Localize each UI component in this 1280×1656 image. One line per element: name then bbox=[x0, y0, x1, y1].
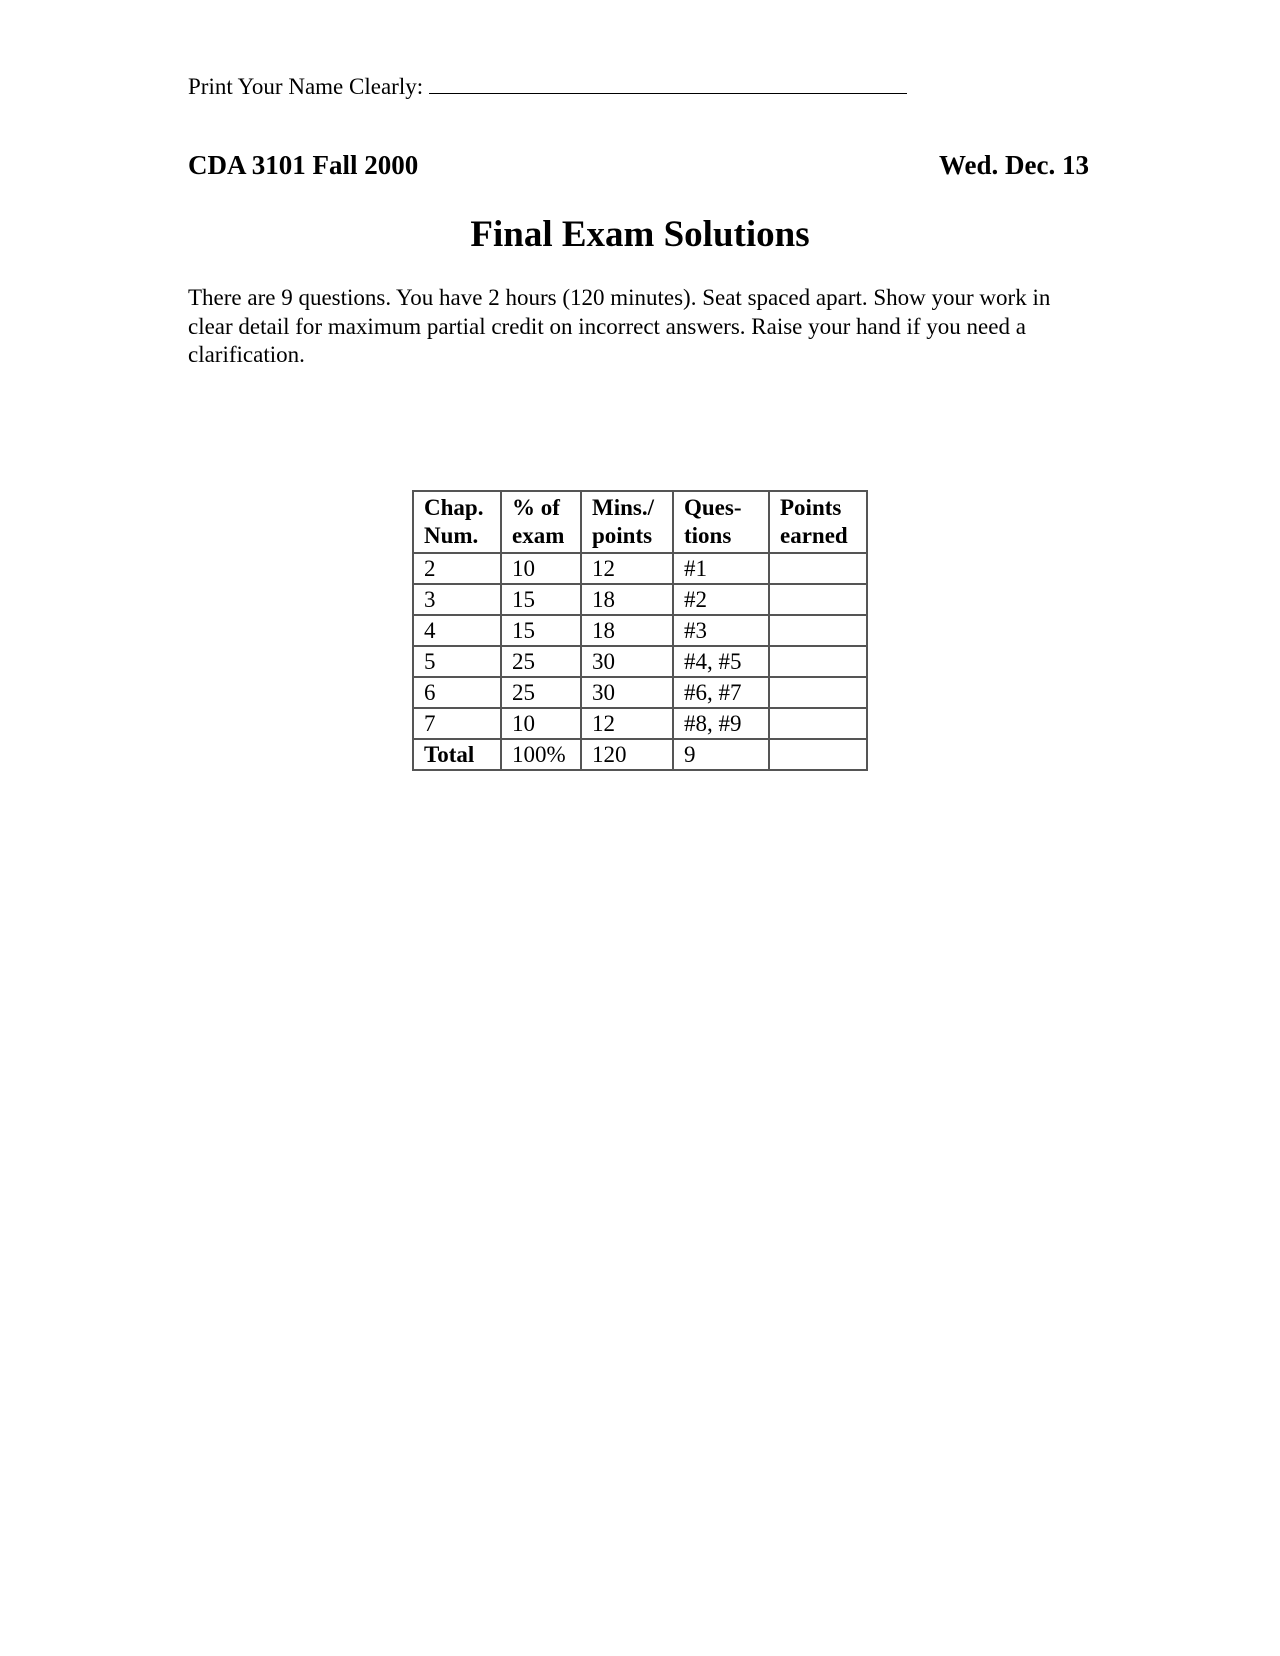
cell-total-questions: 9 bbox=[673, 739, 769, 770]
exam-date: Wed. Dec. 13 bbox=[939, 150, 1089, 180]
cell-points-earned[interactable] bbox=[769, 615, 867, 646]
cell-points-earned[interactable] bbox=[769, 708, 867, 739]
cell-percent: 10 bbox=[501, 553, 581, 584]
cell-total-points-earned[interactable] bbox=[769, 739, 867, 770]
cell-chapter: 3 bbox=[413, 584, 501, 615]
table-row bbox=[413, 553, 867, 584]
cell-mins: 12 bbox=[581, 708, 673, 739]
cell-percent: 25 bbox=[501, 677, 581, 708]
header-percent-exam: % of exam bbox=[501, 491, 581, 553]
cell-questions: #8, #9 bbox=[673, 708, 769, 739]
cell-questions: #3 bbox=[673, 615, 769, 646]
page-title: Final Exam Solutions bbox=[470, 214, 810, 255]
cell-chapter: 4 bbox=[413, 615, 501, 646]
cell-points-earned[interactable] bbox=[769, 677, 867, 708]
header-questions: Ques- tions bbox=[673, 491, 769, 553]
header-points-earned: Points earned bbox=[769, 491, 867, 553]
table-row bbox=[413, 677, 867, 708]
cell-chapter: 5 bbox=[413, 646, 501, 677]
cell-questions: #6, #7 bbox=[673, 677, 769, 708]
table-row bbox=[413, 584, 867, 615]
name-field-line bbox=[188, 74, 907, 100]
header-mins-points: Mins./ points bbox=[581, 491, 673, 553]
name-prompt: Print Your Name Clearly: bbox=[188, 74, 424, 99]
cell-total-label: Total bbox=[413, 739, 501, 770]
cell-percent: 15 bbox=[501, 615, 581, 646]
cell-questions: #1 bbox=[673, 553, 769, 584]
cell-chapter: 6 bbox=[413, 677, 501, 708]
cell-chapter: 2 bbox=[413, 553, 501, 584]
table-row bbox=[413, 646, 867, 677]
table-row bbox=[413, 615, 867, 646]
cell-total-mins: 120 bbox=[581, 739, 673, 770]
cell-mins: 30 bbox=[581, 646, 673, 677]
cell-questions: #2 bbox=[673, 584, 769, 615]
instructions-paragraph: There are 9 questions. You have 2 hours (120 minutes). Seat spaced apart. Show your work in clear detail for maximum partial credit on incorrect answers. Raise your hand if you need a clarification. bbox=[188, 285, 1051, 367]
name-blank[interactable] bbox=[429, 75, 907, 94]
table-row bbox=[413, 708, 867, 739]
cell-chapter: 7 bbox=[413, 708, 501, 739]
cell-mins: 18 bbox=[581, 584, 673, 615]
course-title: CDA 3101 Fall 2000 bbox=[188, 150, 419, 180]
cell-total-percent: 100% bbox=[501, 739, 581, 770]
cell-points-earned[interactable] bbox=[769, 646, 867, 677]
cell-questions: #4, #5 bbox=[673, 646, 769, 677]
cell-mins: 12 bbox=[581, 553, 673, 584]
table-header-row bbox=[413, 491, 867, 553]
table-total-row bbox=[413, 739, 867, 770]
cell-percent: 25 bbox=[501, 646, 581, 677]
exam-summary-table bbox=[412, 490, 868, 771]
cell-mins: 30 bbox=[581, 677, 673, 708]
cell-points-earned[interactable] bbox=[769, 584, 867, 615]
header-chap-num: Chap. Num. bbox=[413, 491, 501, 553]
cell-percent: 15 bbox=[501, 584, 581, 615]
cell-points-earned[interactable] bbox=[769, 553, 867, 584]
cell-mins: 18 bbox=[581, 615, 673, 646]
cell-percent: 10 bbox=[501, 708, 581, 739]
